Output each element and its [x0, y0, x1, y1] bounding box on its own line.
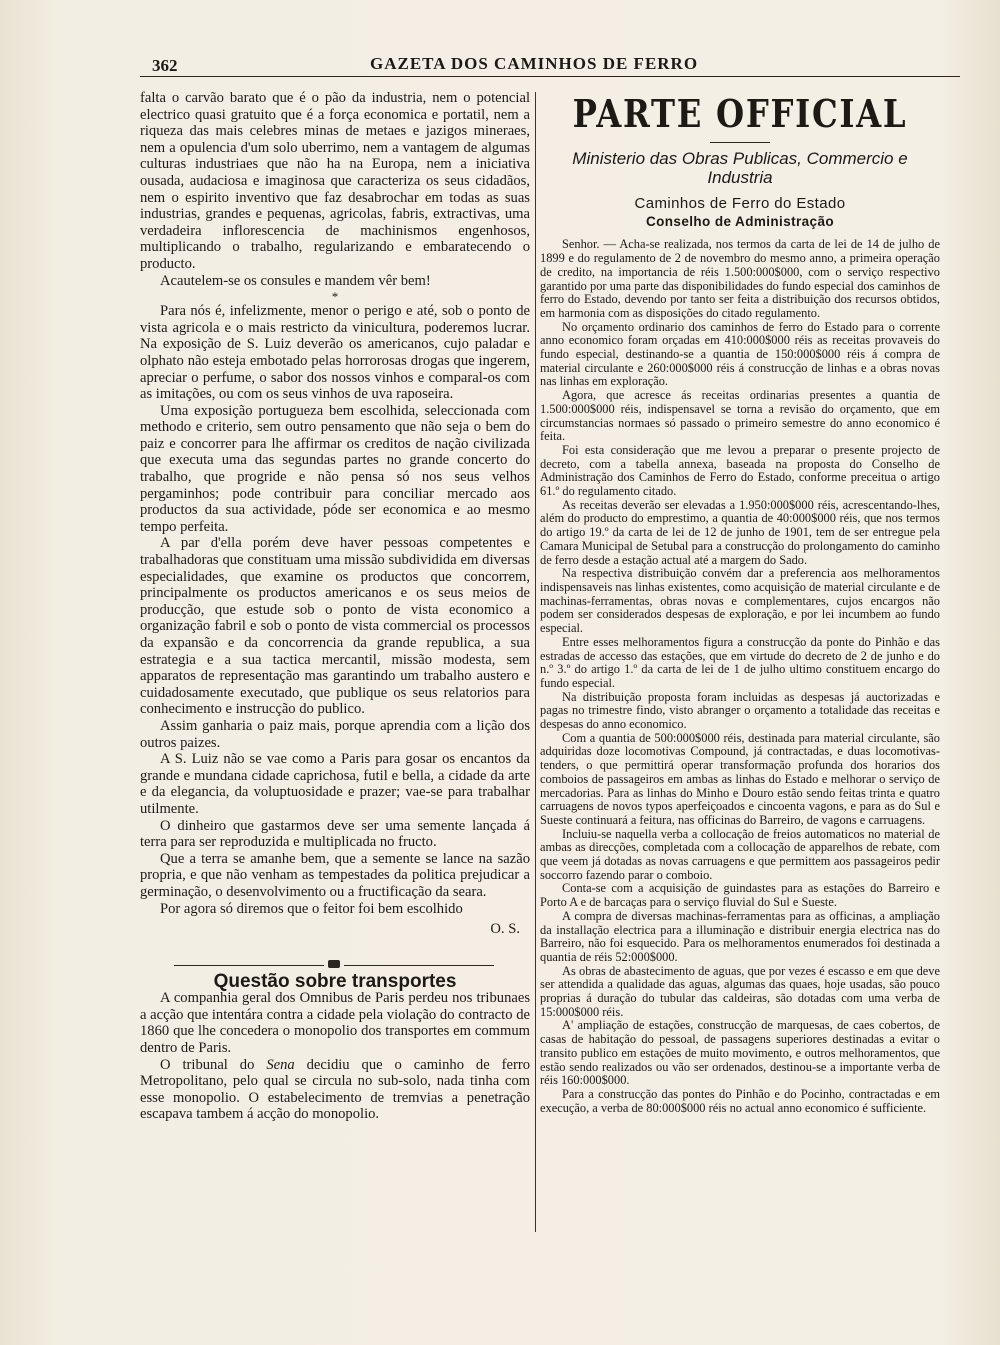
divider-line [174, 965, 324, 966]
page-header [140, 50, 960, 77]
paragraph: No orçamento ordinario dos caminhos de ferro do Estado para o corrente anno economico foram orçadas em 410:000$000 réis as receitas provaveis do fundo especial, destinando-se a quantia de 150:000$000 réis á compra de material circulante e 260:000$000 réis á construcção de linhas e a obras novas nas linhas em exploração. [540, 319, 940, 389]
signature: O. S. [490, 921, 520, 938]
paragraph: Acautelem-se os consules e mandem vêr bem! [160, 272, 431, 289]
paragraph: Por agora só diremos que o feitor foi bem escolhido [160, 900, 463, 917]
paragraph: Incluiu-se naquella verba a collocação de freios automaticos no material de ambas as direcções, completada com a collocação de apparelhos de rebate, com que veem já dotadas as novas carruagens e que permittem aos passageiros pedir soccorro fazendo parar o comboio. [540, 826, 940, 882]
paragraph: Para a construcção das pontes do Pinhão e do Pocinho, contractadas e em execução, a verba de 80:000$000 réis no actual anno economico é sufficiente. [540, 1087, 940, 1115]
short-rule [710, 142, 770, 143]
paragraph: A compra de diversas machinas-ferramentas para as officinas, a ampliação da installação electrica para a illuminação e distribuir energia electrica nas do Barreiro, não foi esquecido. Para os melhoramentos enumerados foi destinada a quantia de réis 52:000$000. [540, 908, 940, 964]
paragraph: A S. Luiz não se vae como a Paris para gosar os encantos da grande e mundana cidade caprichosa, futil e bella, a cidade da arte e da elegancia, da voluptuosidade e prazer; vae-se para trabalhar utilmente. [140, 751, 530, 817]
paragraph: Agora, que acresce ás receitas ordinarias presentes a quantia de 1.500:000$000 réis, indispensavel se torna a revisão do orçamento, que em circumstancias normaes só passado o primeiro semestre do anno economico é feita. [540, 388, 940, 444]
paragraph: Uma exposição portugueza bem escolhida, seleccionada com methodo e criterio, sem outro pensamento que não seja o bem do paiz e concorrer para lhe affirmar os creditos de nação civilizada que executa uma das segundas partes no grande concerto do trabalho, que progride e não pensa só nos seus velhos pergaminhos; pode contribuir para conciliar mercado aos productos da sua actividade, póde ser economica e ao mesmo tempo perfeita. [140, 402, 530, 535]
paragraph [140, 1057, 530, 1123]
paragraph: A par d'ella porém deve haver pessoas competentes e trabalhadoras que constituam uma missão subdividida em diversas especialidades, que examine os productos que concorrem, principalmente os productos americanos e os seus meios de producção, que estude sob o ponto de vista economico a organização fabril e sob o ponto de vista commercial os processos da expansão e da concorrencia da grande republica, a sua estrategia e a sua tactica mercantil, missão modesta, sem apparatos de representação mas garantindo um trabalho austero e cuidadosamente executado, que publique os seus relatorios para conhecimento e instrucção do publico. [140, 535, 530, 718]
paragraph: Que a terra se amanhe bem, que a semente se lance na sazão propria, e que não venham as tempestades da politica prejudicar a germinação, o desenvolvimento ou a fructificação da seara. [140, 850, 530, 900]
text-segment: decidiu que o caminho de ferro Metropolitano, pelo qual se circula no sub-solo, nada tinha com esse monopolio. O estabelecimento de tremvias a penetração escapava tambem á acção do monopolio. [140, 1056, 530, 1123]
ornament-icon [328, 960, 340, 968]
paragraph: Senhor. — Acha-se realizada, nos termos da carta de lei de 14 de julho de 1899 e do regulamento de 2 de novembro do mesmo anno, a primeira operação de credito, na importancia de réis 1.500:000$000, com o serviço respectivo garantido por uma parte das disponibilidades do fundo especial dos caminhos de ferro do Estado, devendo por tanto ser feita a distribuição dos recursos obtidos, em harmonia com as disposições do citado regulamento. [540, 237, 940, 320]
paragraph: As receitas deverão ser elevadas a 1.950:000$000 réis, acrescentando-lhes, além do producto do emprestimo, a quantia de 40:000$000 réis, que nos termos do artigo 19.º da carta de lei de 12 de junho de 1901, tem de ser entregue pela Camara Municipal de Setubal para a construcção do prolongamento do caminho de ferro desde a estação actual até a margem do Sado. [540, 497, 940, 567]
paragraph: Foi esta consideração que me levou a preparar o presente projecto de decreto, com a tabella annexa, baseada na proposta do Conselho de Administração dos Caminhos de Ferro do Estado, conforme preceitua o artigo 61.º do regulamento citado. [540, 442, 940, 499]
section-star: * [331, 289, 339, 305]
ornamental-divider [174, 960, 494, 970]
paragraph: Para nós é, infelizmente, menor o perigo e até, sob o ponto de vista agricola e o mais restricto da vinicultura, poderemos lucrar. Na exposição de S. Luiz deverão os americanos, cujo paladar e olphato não esteja embotado pelas horrorosas drogas que ingerem, apreciar o perfume, o sabor dos nossos vinhos e comparal-os com as imitações, ou com os seus vinhos de uva raposeira. [140, 303, 530, 403]
paragraph: A companhia geral dos Omnibus de Paris perdeu nos tribunaes a acção que intentára contra a cidade pela violação do contracto de 1860 que lhe concedera o monopolio dos transportes em commum dentro de Paris. [140, 990, 530, 1057]
paragraph: Com a quantia de 500:000$000 réis, destinada para material circulante, são adquiridas doze locomotivas Compound, já contractadas, e duas locomotivas-tenders, o que permittirá operar transformação profunda dos horarios dos comboios de passageiros em ambas as linhas do Estado e melhorar o serviço de mercadorias. Para as linhas do Minho e Douro estão sendo feitas trinta e quatro carruagens de novos typos aperfeiçoados e cincoenta vagons, e para as do Sul e Sueste continuará a feitura, nas officinas do Barreiro, de vagons e carruagens. [540, 730, 940, 827]
subheading-bold: Conselho de Administração [645, 213, 835, 229]
paragraph: As obras de abastecimento de aguas, que por vezes é escasso e em que deve ser attendida a qualidade das aguas, algumas das quaes, hoje usadas, são pouco proprias á duração do tubular das caldeiras, são dotadas com uma verba de 15:000$000 réis. [540, 963, 940, 1019]
left-column [140, 90, 530, 1240]
paragraph: O dinheiro que gastarmos deve ser uma semente lançada á terra para ser reproduzida e multiplicada no fructo. [140, 817, 530, 851]
paragraph: Entre esses melhoramentos figura a construcção da ponte do Pinhão e das estradas de accesso das estações, que em virtude do decreto de 2 de junho e do n.º 3.º do artigo 1.º da carta de lei de 1 de julho ultimo constituem encargo do fundo especial. [540, 634, 940, 690]
ministry-heading: Ministerio das Obras Publicas, Commercio e Industria [572, 149, 908, 187]
column-rule [535, 92, 536, 1232]
paragraph: Conta-se com a acquisição de guindastes para as estações do Barreiro e Porto A e de barcaças para o serviço fluvial do Sul e Sueste. [540, 881, 940, 910]
emphasis: Sena [266, 1056, 295, 1073]
subheading: Caminhos de Ferro do Estado [634, 195, 846, 212]
paragraph: Na distribuição proposta foram incluidas as despesas já auctorizadas e pagas no trimestre findo, visto abranger o orçamento a totalidade das receitas e despesas do anno economico. [540, 689, 940, 732]
paragraph: Na respectiva distribuição convém dar a preferencia aos melhoramentos indispensaveis nas linhas existentes, como acquisição de material circulante e de machinas-ferramentas, obras novas e complementares, cujos encargos não podem ser considerados despesas de exploração, e por lei incumbem ao fundo especial. [540, 566, 940, 636]
running-head: GAZETA DOS CAMINHOS DE FERRO [370, 54, 699, 73]
paragraph: Assim ganharia o paiz mais, porque aprendia com a lição dos outros paizes. [140, 717, 530, 751]
divider-line [344, 965, 494, 966]
paragraph: falta o carvão barato que é o pão da industria, nem o potencial electrico quasi gratuito que é a força economica e portatil, nem a riqueza das mais celebres minas de metaes e jazigos mineraes, nem a opulencia d'um solo uberrimo, nem a vantagem de algumas culturas industriaes que não ha na Europa, nem a iniciativa ousada, audaciosa e imaginosa que caracteriza os seus cidadãos, nem o espirito inventivo que faz desabrochar em todas as suas industrias, grandes e pequenas, agricolas, fabris, extractivas, uma verdadeira inflorescencia de machinismos engenhosos, multiplicando o trabalho, regularizando e embaratecendo o producto. [140, 90, 530, 272]
right-column [540, 90, 940, 1240]
paragraph: A' ampliação de estações, construcção de marquesas, de caes cobertos, de casas de habitação do pessoal, de passagens superiores destinadas a evitar o transito publico em estações de muito movimento, e outros melhoramentos, que estão sendo realizados ou vão ser ordenados, destinou-se a importante verba de réis 160:000$000. [540, 1018, 940, 1088]
page-number: 362 [152, 56, 178, 75]
section-heading: PARTE OFFICIAL [572, 91, 908, 136]
text-segment: O tribunal do [160, 1056, 267, 1073]
article-title: Questão sobre transportes [213, 970, 457, 992]
